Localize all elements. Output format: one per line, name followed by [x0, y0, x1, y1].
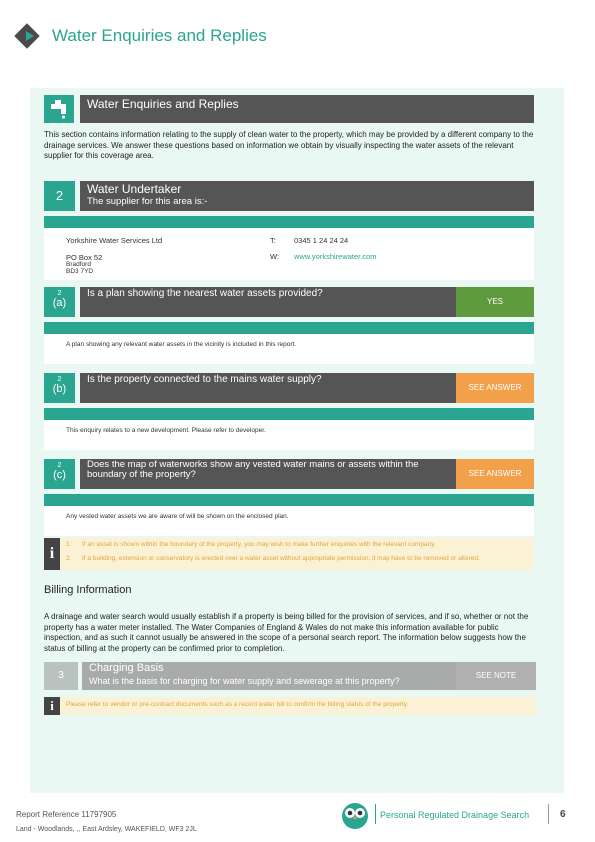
- address-line: PO Box 52: [66, 253, 103, 262]
- page-number: 6: [560, 809, 566, 820]
- question-divider: [44, 494, 534, 506]
- tel-number: 0345 1 24 24 24: [294, 236, 349, 245]
- question-bar-a: [80, 287, 456, 317]
- reply-text: This enquiry relates to a new development. Please refer to developer.: [66, 427, 266, 434]
- question-bar-c: [80, 459, 456, 489]
- footer-page-divider: [548, 804, 549, 824]
- question-num: 2: [57, 462, 62, 469]
- address-line: Bradford: [66, 261, 91, 268]
- section-title: Water Enquiries and Replies: [87, 97, 239, 111]
- report-reference: Report Reference 11797905: [16, 810, 117, 819]
- question-letter: (a): [52, 297, 67, 309]
- reply-box-b: [44, 420, 534, 450]
- section-title-bar: [80, 95, 534, 123]
- billing-heading: Billing Information: [44, 584, 132, 596]
- owl-logo-icon: [340, 800, 370, 830]
- tap-icon-box: [44, 95, 74, 123]
- tap-icon: [44, 95, 74, 123]
- answer-badge-see-note: SEE NOTE: [456, 662, 536, 690]
- web-link[interactable]: www.yorkshirewater.com: [294, 252, 377, 261]
- undertaker-details: [44, 228, 534, 280]
- footer-brand: Personal Regulated Drainage Search: [380, 810, 530, 820]
- note-num: 2.: [66, 555, 72, 562]
- answer-badge-see-answer: SEE ANSWER: [456, 373, 534, 403]
- question-letter: (c): [53, 469, 66, 481]
- undertaker-number: 2: [44, 181, 75, 211]
- charging-note: Please refer to vendor or pre-contract documents such as a recent water bill to confirm the billing status of the property.: [66, 701, 409, 708]
- tel-label: T:: [270, 236, 276, 245]
- info-icon: i: [44, 697, 60, 715]
- undertaker-subtitle: The supplier for this area is:-: [87, 196, 208, 207]
- undertaker-divider: [44, 216, 534, 228]
- reply-text: A plan showing any relevant water assets in the vicinity is included in this report.: [66, 341, 297, 348]
- undertaker-title: Water Undertaker: [87, 182, 182, 196]
- charging-bar: [82, 662, 456, 690]
- footer-divider: [375, 804, 376, 824]
- info-note-box: [60, 538, 534, 570]
- question-number-c: [44, 459, 75, 489]
- page-header-title: Water Enquiries and Replies: [52, 26, 267, 45]
- question-num: 2: [57, 290, 62, 297]
- note-text: If a building, extension or conservatory is erected over a water asset without appropriate permission, it may have to be removed or altered.: [82, 555, 480, 562]
- undertaker-bar: [80, 181, 534, 211]
- charging-title: Charging Basis: [89, 662, 164, 674]
- answer-badge-yes: YES: [456, 287, 534, 317]
- address-line: BD3 7YD: [66, 268, 94, 275]
- question-number-a: [44, 287, 75, 317]
- reply-text: Any vested water assets we are aware of will be shown on the enclosed plan.: [66, 513, 289, 520]
- question-num: 2: [57, 376, 62, 383]
- report-address: Land - Woodlands, ,, East Ardsley, WAKEFIELD, WF3 2JL: [16, 826, 197, 833]
- question-divider: [44, 322, 534, 334]
- note-num: 1.: [66, 541, 72, 548]
- reply-box-c: [44, 506, 534, 536]
- info-icon: i: [44, 538, 60, 570]
- undertaker-company: Yorkshire Water Services Ltd: [66, 236, 163, 245]
- charging-question: What is the basis for charging for water supply and sewerage at this property?: [89, 676, 400, 686]
- note-text: If an asset is shown within the boundary of the property, you may wish to make further enquiries with the relevant company.: [82, 541, 436, 548]
- charging-note-box: [60, 697, 536, 715]
- answer-badge-see-answer: SEE ANSWER: [456, 459, 534, 489]
- question-text: Does the map of waterworks show any vested water mains or assets within the boundary of the property?: [87, 459, 419, 480]
- web-label: W:: [270, 252, 280, 261]
- question-letter: (b): [52, 383, 67, 395]
- question-number-b: [44, 373, 75, 403]
- billing-text: A drainage and water search would usually establish if a property is being billed for the provision of services, and if so, whether or not the property has a water meter installed. The Water Companies of England & Wales do not make this information available for public inspection, and as such it cannot usually be answered in the scope of a personal search report. The information below suggests how the status of billing at the property can be confirmed prior to completion.: [44, 612, 529, 653]
- question-divider: [44, 408, 534, 420]
- reply-box-a: [44, 334, 534, 364]
- question-bar-b: [80, 373, 456, 403]
- section-intro: This section contains information relating to the supply of clean water to the property, which may be provided by a different company to the drainage services. We answer these questions based on information we obtain by visually inspecting the water assets of the relevant supplier for this coverage area.: [44, 130, 534, 160]
- charging-number: 3: [44, 662, 78, 690]
- question-text: Is a plan showing the nearest water assets provided?: [87, 288, 323, 299]
- question-text: Is the property connected to the mains water supply?: [87, 374, 322, 385]
